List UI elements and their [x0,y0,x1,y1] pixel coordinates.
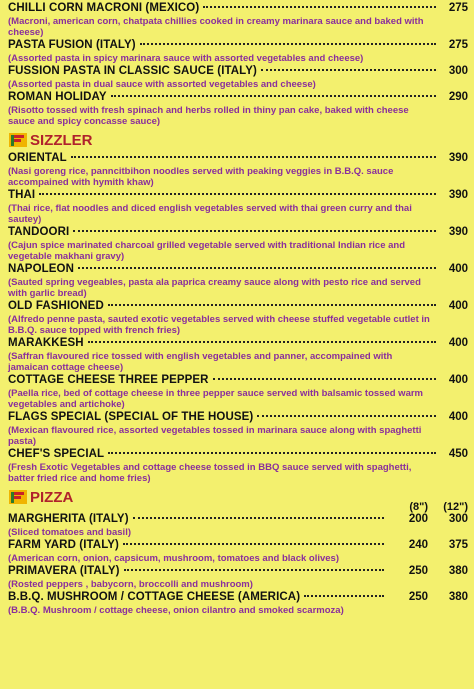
item-description: (Assorted pasta in dual sauce with assorted vegetables and cheese) [8,79,316,90]
item-name: B.B.Q. MUSHROOM / COTTAGE CHEESE (AMERICA) [8,591,301,603]
menu-item-row [8,539,468,553]
item-price: 400 [448,337,468,349]
flag-icon [8,132,28,148]
item-price-small: 200 [408,513,428,525]
item-price: 450 [448,448,468,460]
menu-item-row [8,300,468,314]
item-name: TANDOORI [8,226,70,238]
pasta-items [8,2,468,127]
item-description: (B.B.Q. Mushroom / cottage cheese, onion cilantro and smoked scarmoza) [8,605,344,616]
size-large-label: (12") [443,501,468,513]
item-description: (Paella rice, bed of cottage cheese in three pepper sauce served with balsamic tossed warm vegetables and artichoke) [8,388,423,410]
menu-item [8,226,468,262]
item-name: FARM YARD (ITALY) [8,539,119,551]
item-price-large: 380 [448,565,468,577]
menu-item-row [8,152,468,166]
menu-item [8,448,468,484]
item-description: (Assorted pasta in spicy marinara sauce with assorted vegetables and cheese) [8,53,364,64]
pizza-items [8,513,468,616]
item-description: (American corn, onion, capsicum, mushroom, tomatoes and black olives) [8,553,339,564]
item-name: PRIMAVERA (ITALY) [8,565,120,577]
dot-leader [304,594,384,597]
item-price: 400 [448,374,468,386]
menu-item-row [8,513,468,527]
menu-item [8,513,468,538]
dot-leader [71,155,436,158]
item-name: THAI [8,189,36,201]
dot-leader [123,542,384,545]
sizzler-title: SIZZLER [30,131,93,149]
item-name: PASTA FUSION (ITALY) [8,39,136,51]
item-name: OLD FASHIONED [8,300,104,312]
dot-leader [39,192,436,195]
item-description: (Saffran flavoured rice tossed with english vegetables and panner, accompained with jamaican cottage cheese) [8,351,393,373]
item-description: (Alfredo penne pasta, sauted exotic vegetables served with cheese stuffed vegetable cutlet in B.B.Q. sauce topped with french fries) [8,314,430,336]
item-price: 390 [448,226,468,238]
item-description: (Fresh Exotic Vegetables and cottage cheese tossed in BBQ sauce served with spaghetti, batter fried rice and home fries) [8,462,412,484]
item-name: FUSSION PASTA IN CLASSIC SAUCE (ITALY) [8,65,257,77]
menu-item [8,539,468,564]
menu-item-row [8,226,468,240]
item-price-large: 300 [448,513,468,525]
menu-item-row [8,91,468,105]
menu-item [8,591,468,616]
item-price-small: 250 [408,591,428,603]
menu-item-row [8,263,468,277]
menu-item [8,263,468,299]
item-price-large: 375 [448,539,468,551]
menu-item [8,411,468,447]
dot-leader [111,94,436,97]
item-name: MARGHERITA (ITALY) [8,513,129,525]
item-description: (Macroni, american corn, chatpata chillies cooked in creamy marinara sauce and baked with cheese) [8,16,424,38]
item-price: 390 [448,189,468,201]
menu-item [8,374,468,410]
sizzler-items [8,152,468,484]
item-price: 400 [448,263,468,275]
dot-leader [203,5,436,8]
menu-item [8,2,468,38]
item-price: 275 [448,39,468,51]
dot-leader [78,266,436,269]
item-name: CHEF'S SPECIAL [8,448,105,460]
item-price-small: 250 [408,565,428,577]
dot-leader [133,516,384,519]
menu-item-row [8,565,468,579]
item-name: ORIENTAL [8,152,67,164]
dot-leader [124,568,384,571]
menu-item [8,152,468,188]
item-description: (Sauted spring vegeables, pasta ala paprica creamy sauce along with pesto rice and served with garlic bread) [8,277,421,299]
item-name: ROMAN HOLIDAY [8,91,107,103]
item-description: (Rosted peppers , babycorn, broccolli and mushroom) [8,579,253,590]
item-price: 400 [448,300,468,312]
item-name: CHILLI CORN MACRONI (MEXICO) [8,2,200,14]
dot-leader [73,229,436,232]
menu-item [8,65,468,90]
menu-item [8,337,468,373]
menu-item [8,91,468,127]
dot-leader [213,377,436,380]
item-description: (Cajun spice marinated charcoal grilled vegetable served with traditional Indian rice and vegetable makhani gravy) [8,240,406,262]
menu-item [8,189,468,225]
menu-item [8,39,468,64]
pizza-title: PIZZA [30,488,74,506]
item-name: MARAKKESH [8,337,84,349]
dot-leader [140,42,436,45]
item-name: NAPOLEON [8,263,74,275]
menu-item-row [8,65,468,79]
menu-item-row [8,189,468,203]
dot-leader [261,68,436,71]
item-price: 300 [448,65,468,77]
item-description: (Thai rice, flat noodles and diced english vegetables served with thai green curry and thai sautey) [8,203,412,225]
menu-item-row [8,2,468,16]
sizzler-section-header [8,130,468,150]
menu-item-row [8,337,468,351]
dot-leader [88,340,436,343]
flag-icon [8,489,28,505]
menu-item-row [8,374,468,388]
menu-item-row [8,39,468,53]
size-small-label: (8") [409,501,428,513]
pizza-size-header [8,501,468,513]
menu-item-row [8,448,468,462]
item-price: 400 [448,411,468,423]
item-price: 390 [448,152,468,164]
menu-item [8,300,468,336]
dot-leader [257,414,436,417]
dot-leader [108,451,436,454]
item-price-small: 240 [408,539,428,551]
item-price: 275 [448,2,468,14]
menu-item-row [8,411,468,425]
item-price: 290 [448,91,468,103]
menu-item [8,565,468,590]
item-name: FLAGS SPECIAL (SPECIAL OF THE HOUSE) [8,411,254,423]
item-price-large: 380 [448,591,468,603]
item-description: (Risotto tossed with fresh spinach and herbs rolled in thiny pan cake, baked with cheese sauce and spicy concasse sauce) [8,105,409,127]
dot-leader [108,303,436,306]
item-description: (Nasi goreng rice, panncitbihon noodles served with peaking veggies in B.B.Q. sauce accompained with hymith khaw) [8,166,394,188]
item-name: COTTAGE CHEESE THREE PEPPER [8,374,209,386]
item-description: (Mexican flavoured rice, assorted vegetables tossed in marinara sauce along with spaghetti pasta) [8,425,422,447]
menu-item-row [8,591,468,605]
item-description: (Sliced tomatoes and basil) [8,527,131,538]
